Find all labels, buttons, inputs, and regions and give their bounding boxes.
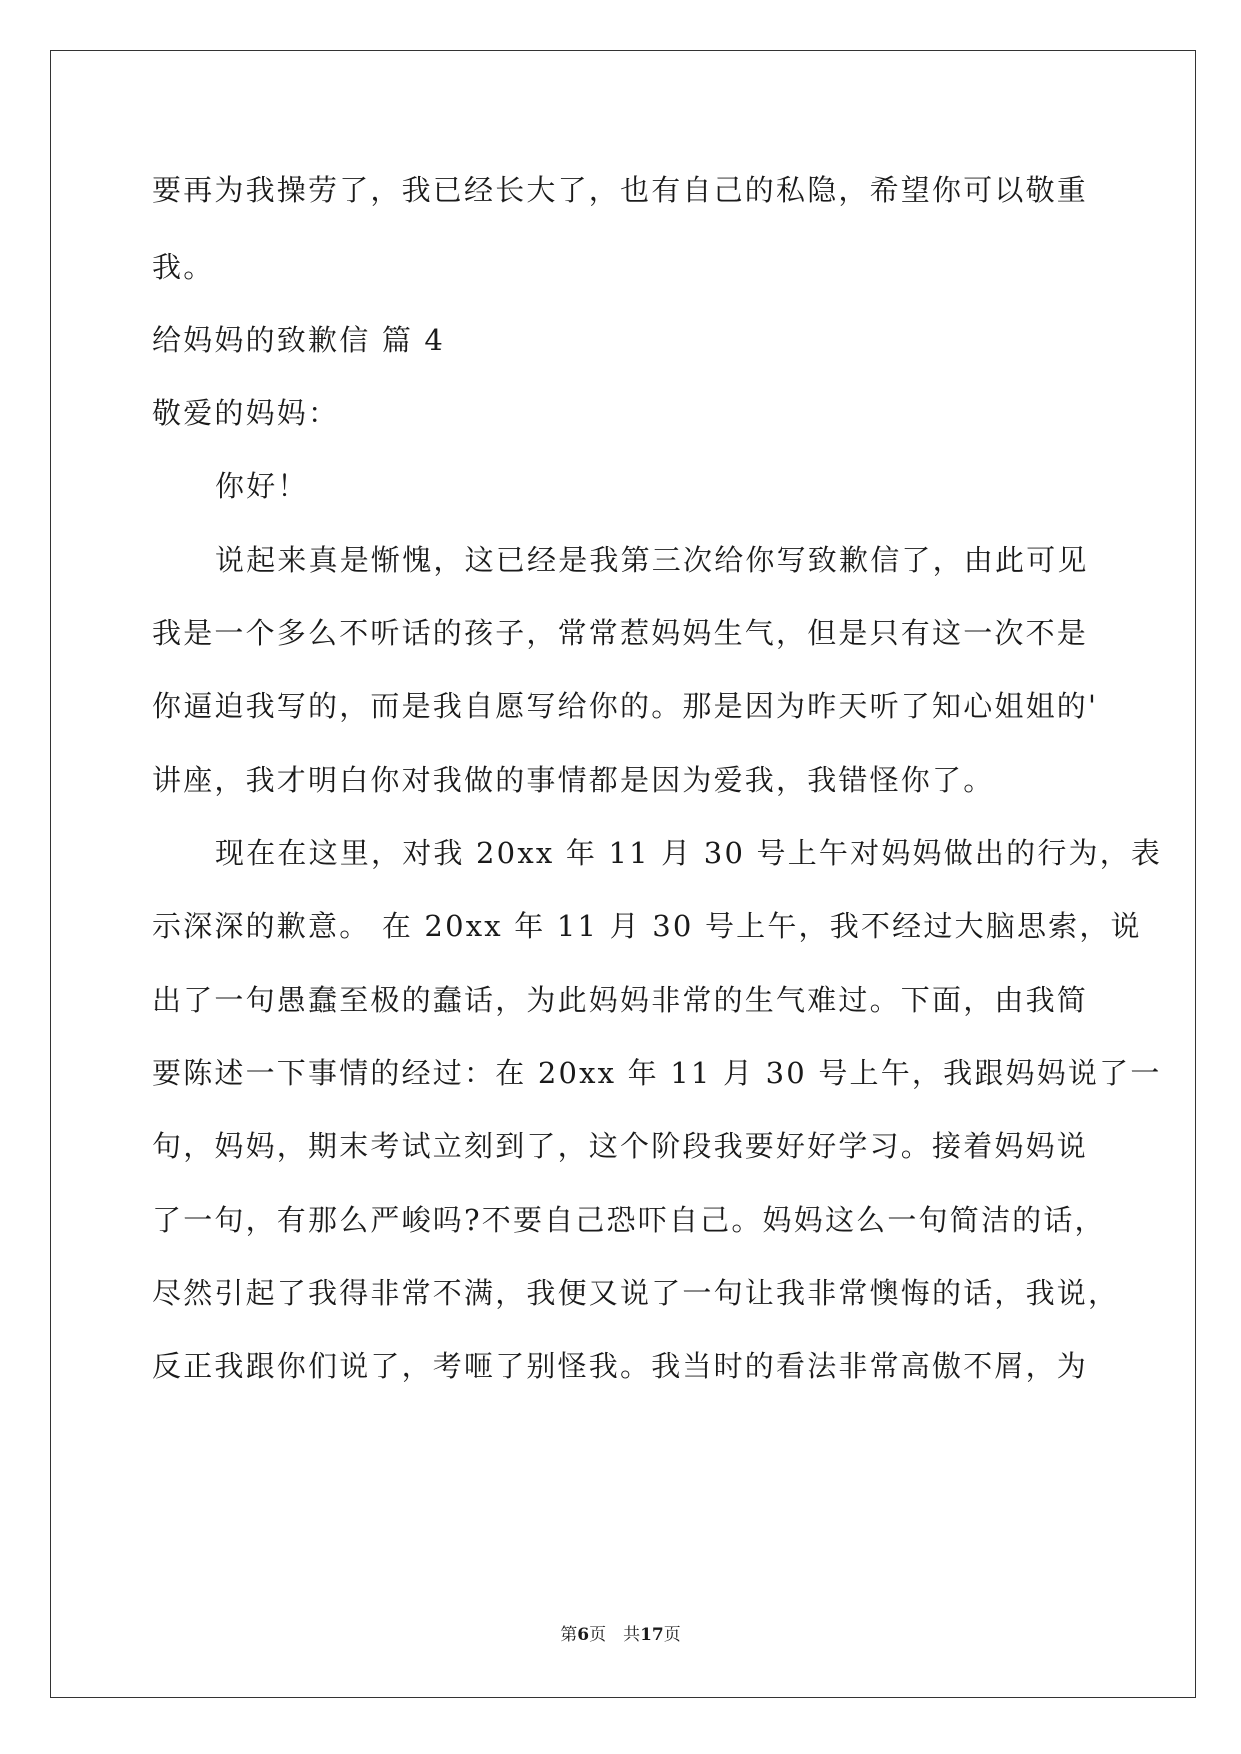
footer-prefix: 第 [560,1625,578,1645]
text-line: 反正我跟你们说了，考咂了别怪我。我当时的看法非常高傲不屑，为 [152,1349,1089,1383]
page-footer [0,1620,1241,1645]
text-line: 出了一句愚蠢至极的蠢话，为此妈妈非常的生气难过。下面，由我简 [152,983,1089,1017]
section-heading: 给妈妈的致歉信 篇 4 [152,323,446,357]
text-line: 要陈述一下事情的经过：在 20xx 年 11 月 30 号上午，我跟妈妈说了一 [152,1056,1162,1090]
text-line: 了一句，有那么严峻吗?不要自己恐吓自己。妈妈这么一句简洁的话， [152,1203,1106,1237]
current-page-number: 6 [577,1625,590,1645]
text-line: 现在在这里，对我 20xx 年 11 月 30 号上午对妈妈做出的行为，表 [215,836,1163,870]
text-line: 句，妈妈，期末考试立刻到了，这个阶段我要好好学习。接着妈妈说 [152,1129,1089,1163]
text-line: 你逼迫我写的，而是我自愿写给你的。那是因为昨天听了知心姐姐的' [152,689,1099,723]
text-line: 尽然引起了我得非常不满，我便又说了一句让我非常懊悔的话，我说， [152,1276,1120,1310]
text-line: 我。 [152,250,215,284]
text-line: 要再为我操劳了，我已经长大了，也有自己的私隐，希望你可以敬重 [152,173,1089,207]
total-page-number: 17 [640,1625,664,1645]
text-line: 示深深的歉意。 在 20xx 年 11 月 30 号上午，我不经过大脑思索，说 [152,909,1142,943]
text-line: 我是一个多么不听话的孩子，常常惹妈妈生气，但是只有这一次不是 [152,616,1089,650]
footer-middle: 页 共 [589,1625,641,1645]
salutation: 敬爱的妈妈： [152,396,340,430]
text-line: 讲座，我才明白你对我做的事情都是因为爱我，我错怪你了。 [152,763,995,797]
greeting: 你好！ [215,469,309,503]
text-line: 说起来真是惭愧，这已经是我第三次给你写致歉信了，由此可见 [215,543,1089,577]
footer-suffix: 页 [663,1625,681,1645]
page-border [50,50,1196,1698]
